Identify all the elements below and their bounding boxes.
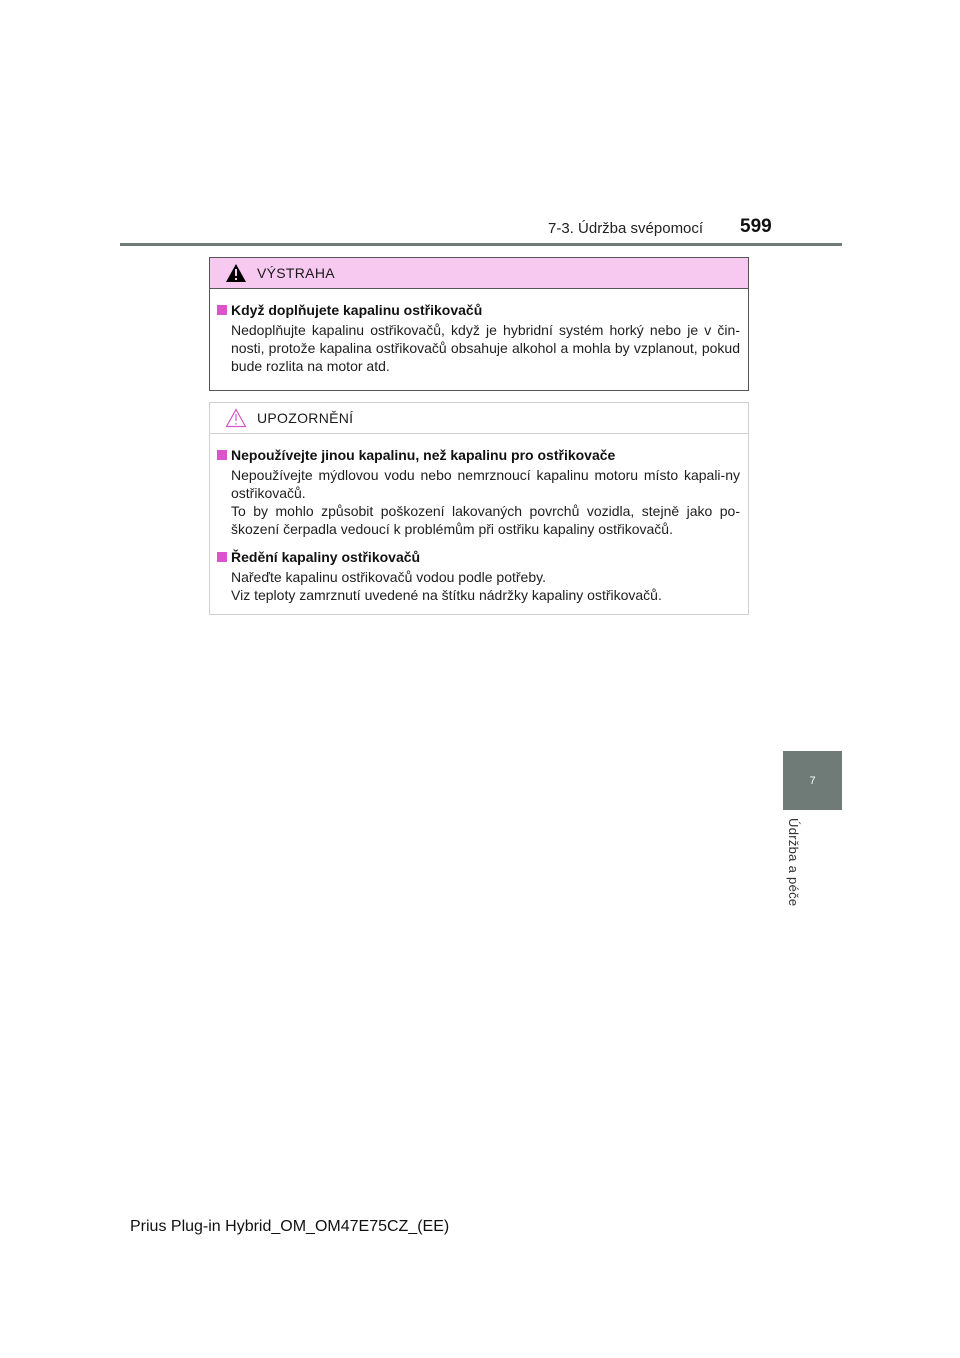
caution-item-paragraph: Viz teploty zamrznutí uvedené na štítku nádržky kapaliny ostřikovačů. (231, 587, 662, 603)
warning-item-title (217, 301, 740, 319)
square-bullet-icon (217, 552, 227, 562)
caution-triangle-icon (225, 408, 247, 428)
caution-item-text (217, 466, 740, 538)
caution-item-title (217, 548, 740, 566)
header-section-title: 7-3. Údržba svépomocí (548, 220, 704, 237)
warning-box-body (210, 289, 748, 375)
caution-item-title-text: Ředění kapaliny ostřikovačů (231, 549, 421, 565)
warning-box (209, 257, 749, 391)
header-rule (120, 243, 842, 246)
caution-box-body (210, 434, 748, 604)
warning-box-header (210, 258, 748, 289)
caution-box (209, 402, 749, 615)
caution-item-paragraph: Nepoužívejte mýdlovou vodu nebo nemrznoucí kapalinu motoru místo kapali-ny ostřikovačů. (231, 467, 740, 501)
caution-item-title (217, 446, 740, 464)
warning-item (217, 301, 740, 375)
caution-box-header (210, 403, 748, 434)
caution-item (217, 446, 740, 538)
warning-item-text: Nedoplňujte kapalinu ostřikovačů, když je hybridní systém horký nebo je v čin-nosti, protože kapalina ostřikovačů obsahuje alkohol a mohla by vzplanout, pokud bude rozlita na motor atd. (231, 322, 740, 374)
page-number: 599 (740, 216, 772, 237)
chapter-tab (783, 751, 842, 810)
footer-document-id: Prius Plug-in Hybrid_OM_OM47E75CZ_(EE) (130, 1218, 450, 1235)
caution-item (217, 548, 740, 604)
caution-item-text (217, 568, 740, 604)
chapter-title: Údržba a péče (786, 818, 801, 907)
chapter-number: 7 (809, 774, 816, 787)
square-bullet-icon (217, 450, 227, 460)
caution-item-paragraph: Nařeďte kapalinu ostřikovačů vodou podle potřeby. (231, 569, 546, 585)
caution-box-title: UPOZORNĚNÍ (257, 410, 354, 426)
warning-triangle-icon (225, 263, 247, 283)
caution-item-paragraph: To by mohlo způsobit poškození lakovaných povrchů vozidla, stejně jako po-škození čerpadla vedoucí k problémům při ostřiku kapaliny ostřikovačů. (231, 503, 740, 537)
warning-box-title: VÝSTRAHA (257, 265, 335, 281)
warning-item-title-text: Když doplňujete kapalinu ostřikovačů (231, 302, 483, 318)
caution-item-title-text: Nepoužívejte jinou kapalinu, než kapalinu pro ostřikovače (231, 447, 616, 463)
square-bullet-icon (217, 305, 227, 315)
